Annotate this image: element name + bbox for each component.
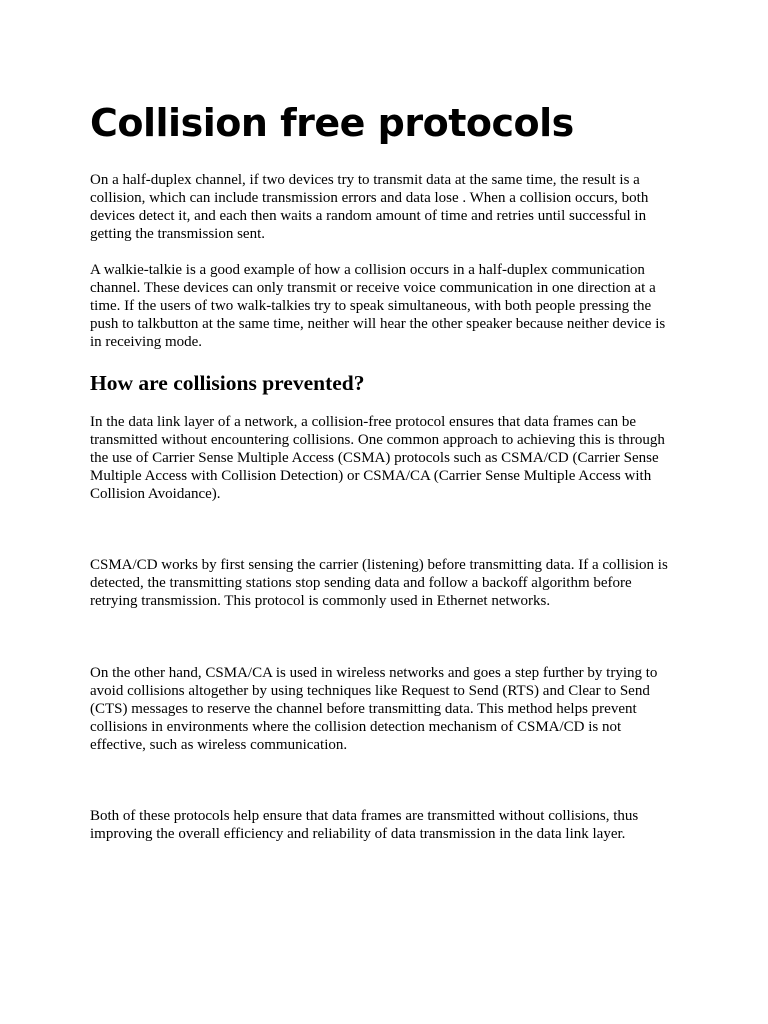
intro-paragraph: A walkie-talkie is a good example of how a collision occurs in a half-duplex communication channel. These devices can only transmit or receive voice communication in one direction at a time. If the users of two walk-talkies try to speak simultaneous, with both people pressing the push to talkbutton at the same time, neither will hear the other speaker because neither device is in receiving mode. — [90, 262, 666, 350]
body-paragraph: CSMA/CD works by first sensing the carrier (listening) before transmitting data. If a collision is detected, the transmitting stations stop sending data and follow a backoff algorithm before retrying transmission. This protocol is commonly used in Ethernet networks. — [90, 557, 668, 609]
intro-paragraph: On a half-duplex channel, if two devices try to transmit data at the same time, the result is a collision, which can include transmission errors and data lose . When a collision occurs, both devices detect it, and each then waits a random amount of time and retries until successful in getting the transmission sent. — [90, 172, 649, 242]
body-paragraph: In the data link layer of a network, a collision-free protocol ensures that data frames can be transmitted without encountering collisions. One common approach to achieving this is through the use of Carrier Sense Multiple Access (CSMA) protocols such as CSMA/CD (Carrier Sense Multiple Access with Collision Detection) or CSMA/CA (Carrier Sense Multiple Access with Collision Avoidance). — [90, 414, 665, 502]
section-heading: How are collisions prevented? — [90, 371, 365, 395]
body-paragraph: Both of these protocols help ensure that data frames are transmitted without collisions, thus improving the overall efficiency and reliability of data transmission in the data link layer. — [90, 808, 639, 842]
page-title: Collision free protocols — [90, 101, 574, 145]
body-paragraph: On the other hand, CSMA/CA is used in wireless networks and goes a step further by trying to avoid collisions altogether by using techniques like Request to Send (RTS) and Clear to Send (CTS) messages to reserve the channel before transmitting data. This method helps prevent collisions in environments where the collision detection mechanism of CSMA/CD is not effective, such as wireless communication. — [90, 665, 658, 753]
